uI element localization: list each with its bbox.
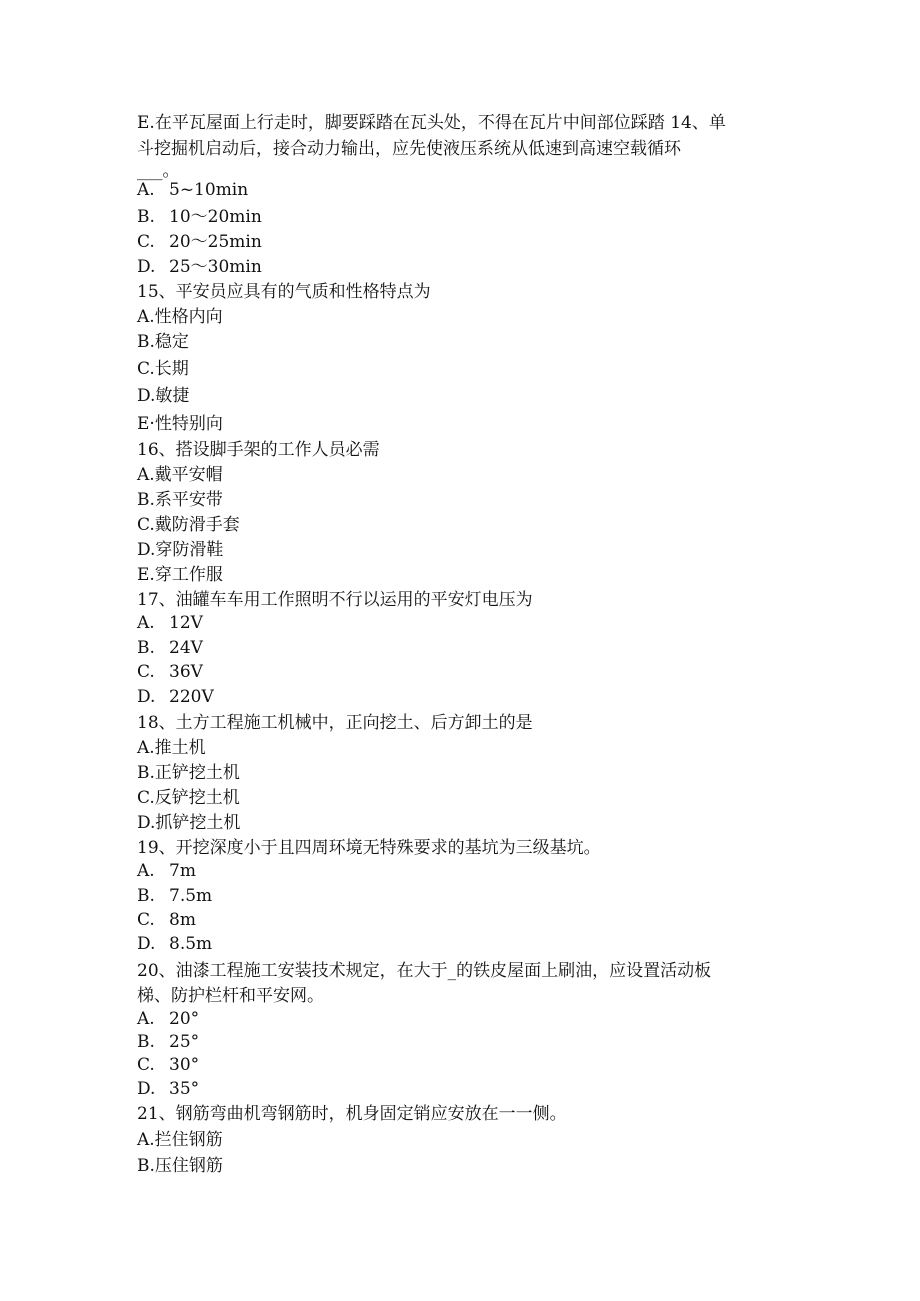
- option-text: 25°: [169, 1032, 200, 1052]
- q14-option-b: [137, 207, 262, 227]
- option-label: B.: [137, 207, 155, 227]
- option-text: 25～30min: [169, 257, 262, 277]
- q17-option-b: [137, 638, 203, 658]
- q18-option-a: A.推土机: [137, 738, 206, 758]
- q16-stem: 16、搭设脚手架的工作人员必需: [137, 440, 380, 460]
- q14-line1: E.在平瓦屋面上行走时，脚要踩踏在瓦头处，不得在瓦片中间部位踩踏 14、单: [137, 113, 726, 133]
- q21-option-b: B.压住钢筋: [137, 1156, 223, 1176]
- option-label: A.: [137, 1009, 155, 1029]
- q16-option-a: A.戴平安帽: [137, 465, 223, 485]
- option-text: 35°: [169, 1079, 200, 1099]
- option-text: 220V: [169, 687, 214, 707]
- q19-stem: 19、开挖深度小于且四周环境无特殊要求的基坑为三级基坑。: [137, 838, 601, 858]
- q18-stem: 18、土方工程施工机械中，正向挖土、后方卸土的是: [137, 713, 533, 733]
- q16-option-c: C.戴防滑手套: [137, 515, 240, 535]
- option-text: 24V: [169, 638, 203, 658]
- q15-stem: 15、平安员应具有的气质和性格特点为: [137, 282, 431, 302]
- q15-option-c: C.长期: [137, 359, 189, 379]
- q21-option-a: A.拦住钢筋: [137, 1130, 223, 1150]
- q14-line3: ___。: [137, 161, 180, 181]
- option-text: 10～20min: [169, 207, 262, 227]
- q14-option-a: [137, 180, 248, 200]
- option-label: A.: [137, 180, 155, 200]
- q19-option-c: [137, 910, 196, 930]
- option-text: 36V: [169, 662, 203, 682]
- option-label: B.: [137, 638, 155, 658]
- option-text: 7m: [169, 861, 196, 881]
- q15-option-d: D.敏捷: [137, 386, 190, 406]
- option-label: A.: [137, 613, 155, 633]
- option-label: C.: [137, 1055, 155, 1075]
- option-text: 8.5m: [169, 934, 213, 954]
- q18-option-d: D.抓铲挖土机: [137, 813, 241, 833]
- option-text: 20～25min: [169, 232, 262, 252]
- q15-option-e: E·性特别向: [137, 414, 223, 434]
- option-label: A.: [137, 861, 155, 881]
- option-label: D.: [137, 1079, 156, 1099]
- q17-option-c: [137, 662, 203, 682]
- option-text: 30°: [169, 1055, 200, 1075]
- q20-option-a: [137, 1009, 199, 1029]
- q18-option-b: B.正铲挖土机: [137, 763, 240, 783]
- q20-stem-line2: 梯、防护栏杆和平安网。: [137, 986, 324, 1006]
- q17-stem: 17、油罐车车用工作照明不行以运用的平安灯电压为: [137, 590, 533, 610]
- option-label: C.: [137, 232, 155, 252]
- q20-option-b: [137, 1032, 199, 1052]
- option-text: 12V: [169, 613, 203, 633]
- q17-option-a: [137, 613, 203, 633]
- option-label: C.: [137, 662, 155, 682]
- q16-option-e: E.穿工作服: [137, 565, 223, 585]
- q14-line2: 斗挖掘机启动后，接合动力输出，应先使液压系统从低速到高速空载循环: [137, 139, 681, 159]
- option-text: 7.5m: [169, 886, 213, 906]
- q19-option-b: [137, 886, 212, 906]
- q15-option-a: A.性格内向: [137, 307, 223, 327]
- q20-option-c: [137, 1055, 199, 1075]
- q14-option-d: [137, 257, 262, 277]
- q14-option-c: [137, 232, 262, 252]
- option-text: 5~10min: [169, 180, 249, 200]
- option-text: 8m: [169, 910, 196, 930]
- option-label: D.: [137, 687, 156, 707]
- option-label: B.: [137, 886, 155, 906]
- q20-option-d: [137, 1079, 199, 1099]
- option-text: 20°: [169, 1009, 200, 1029]
- q16-option-b: B.系平安带: [137, 490, 223, 510]
- q19-option-d: [137, 934, 212, 954]
- q16-option-d: D.穿防滑鞋: [137, 540, 224, 560]
- option-label: D.: [137, 257, 156, 277]
- option-label: C.: [137, 910, 155, 930]
- option-label: B.: [137, 1032, 155, 1052]
- q21-stem: 21、钢筋弯曲机弯钢筋时，机身固定销应安放在一一侧。: [137, 1104, 567, 1124]
- q19-option-a: [137, 861, 196, 881]
- option-label: D.: [137, 934, 156, 954]
- q17-option-d: [137, 687, 214, 707]
- q18-option-c: C.反铲挖土机: [137, 788, 240, 808]
- q15-option-b: B.稳定: [137, 332, 189, 352]
- q20-stem-line1: 20、油漆工程施工安装技术规定，在大于_的铁皮屋面上刷油，应设置活动板: [137, 961, 712, 981]
